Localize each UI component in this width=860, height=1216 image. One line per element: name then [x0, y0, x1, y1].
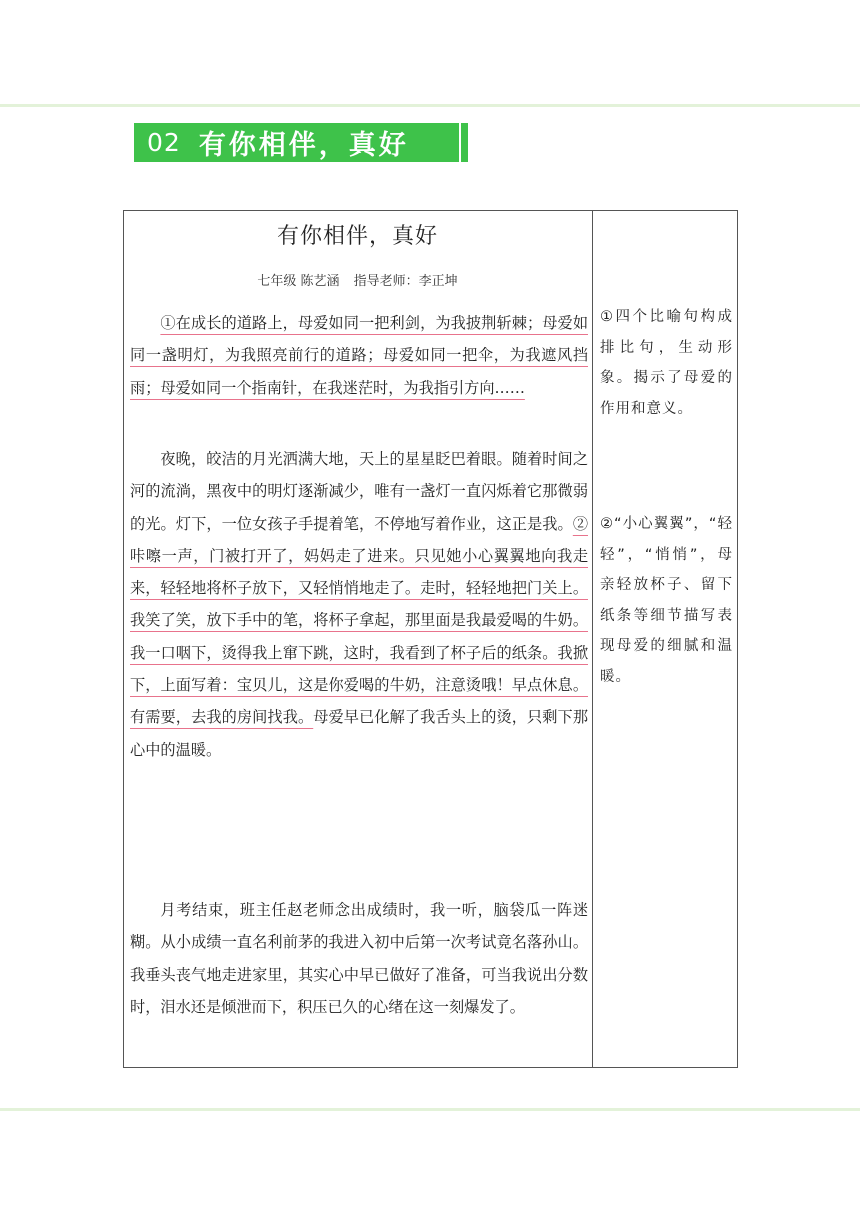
margin-note-2: ②“小心翼翼”，“轻轻”，“悄悄”，母亲轻放杯子、留下纸条等细节描写表现母爱的细腻和温暖。	[600, 516, 733, 685]
banner-right-edge	[459, 123, 461, 162]
essay-paragraph-3	[130, 894, 588, 1023]
teacher-name: 指导老师：李正坤	[353, 274, 458, 289]
chapter-banner	[131, 123, 468, 162]
paragraph-2-closing: 母爱早已化解了我舌头上的烫，只剩下那心中的温暖。	[130, 708, 589, 759]
paragraph-3-text: 月考结束，班主任赵老师念出成绩时，我一听，脑袋瓜一阵迷糊。从小成绩一直名利前茅的我进入初中后第一次考试竟名落孙山。我垂头丧气地走进家里，其实心中早已做好了准备，可当我说出分数时，泪水还是倾泄而下，积压已久的心绪在这一刻爆发了。	[130, 901, 588, 1016]
banner-left-edge	[131, 123, 134, 162]
annotated-passage-2: ②咔嚓一声，门被打开了，妈妈走了进来。只见她小心翼翼地向我走来，轻轻地将杯子放下，又轻悄悄地走了。走时，轻轻地把门关上。我笑了笑，放下手中的笔，将杯子拿起，那里面是我最爱喝的牛奶。我一口咽下，烫得我上窜下跳，这时，我看到了杯子后的纸条。我掀下，上面写着：宝贝儿，这是你爱喝的牛奶，注意烫哦！早点休息。有需要，去我的房间找我。	[130, 514, 588, 727]
bottom-divider-rule	[0, 1108, 860, 1111]
paragraph-2-opening: 夜晚，皎洁的月光洒满大地，天上的星星眨巴着眼。随着时间之河的流淌，黑夜中的明灯逐渐减少，唯有一盏灯一直闪烁着它那微弱的光。灯下，一位女孩子手提着笔，不停地写着作业，这正是我。	[130, 450, 588, 533]
column-divider	[592, 210, 593, 1068]
margin-note-1: ①四个比喻句构成排比句，生动形象。揭示了母爱的作用和意义。	[600, 309, 733, 417]
essay-paragraph-1	[130, 307, 588, 404]
chapter-title: 有你相伴，真好	[198, 130, 409, 161]
top-divider-rule	[0, 104, 860, 107]
chapter-number: 02	[147, 128, 181, 157]
author-name: 七年级 陈艺涵	[257, 274, 340, 289]
essay-byline	[123, 270, 592, 289]
essay-title: 有你相伴，真好	[276, 224, 438, 249]
essay-paragraph-2	[130, 443, 588, 766]
annotated-passage-1: ①在成长的道路上，母爱如同一把利剑，为我披荆斩棘；母爱如同一盏明灯，为我照亮前行的道路；母爱如同一把伞，为我遮风挡雨；母爱如同一个指南针，在我迷茫时，为我指引方向……	[130, 314, 588, 397]
